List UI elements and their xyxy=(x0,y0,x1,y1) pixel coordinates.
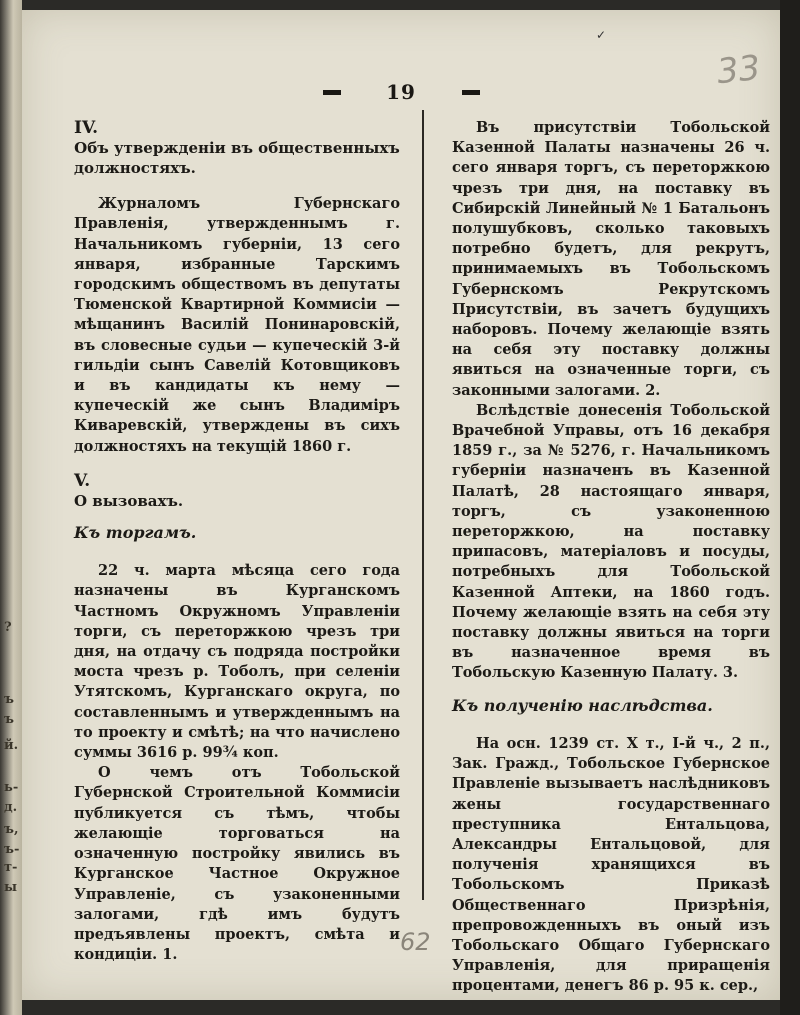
edge-fragment: ь- xyxy=(4,780,19,795)
section-title: Объ утвержденiи въ общественныхъ должностяхъ. xyxy=(74,139,400,178)
scan-right-edge xyxy=(780,0,800,1015)
notice-paragraph: 22 ч. марта мѣсяца сего года назначены въ Курганскомъ Частномъ Окружномъ Управленiи торги, съ переторжкою чрезъ три дня, на отдачу съ подряда постройки моста чрезъ р. Тоболъ, при селенiи Утятскомъ, Курганскаго округа, по составленнымъ и утвержденнымъ на то проекту и смѣтѣ; на что начислено суммы 3616 р. 99¾ коп. xyxy=(74,562,400,762)
notice-paragraph: Въ присутствiи Тобольской Казенной Палаты назначены 26 ч. сего января торгъ, съ переторжкою чрезъ три дня, на поставку въ Сибирскiй Линейный № 1 Батальонъ полушубковъ, сколько таковыхъ потребно будетъ, для рекрутъ, принимаемыхъ въ Тобольскомъ Губернскомъ Рекрутскомъ Присутствiи, въ зачетъ будущихъ наборовъ. Почему желающiе взять на себя эту поставку должны явиться на означенные торги, съ законными залогами. 2. xyxy=(452,119,770,399)
notice-paragraph: На осн. 1239 ст. X т., I-й ч., 2 п., Зак. Гражд., Тобольское Губернское Правленiе вызываетъ наслѣдниковъ жены государственнаго преступника Ентальцова, Александры Ентальцовой, для полученiя хранящихся въ Тобольскомъ Приказѣ Общественнаго Призрѣнiя, препровожденныхъ въ оный изъ Тобольскаго Общаго Губернскаго Управленiя, для приращенiя процентами, денегъ 86 р. 95 к. сер., xyxy=(452,734,770,995)
header-dash-left xyxy=(323,90,341,95)
edge-fragment: т- xyxy=(4,860,18,875)
header-dash-right xyxy=(462,90,480,95)
notice-paragraph: Вслѣдствiе донесенiя Тобольской Врачебной Управы, отъ 16 декабря 1859 г., за № 5276, г. Начальникомъ губернiи назначенъ въ Казенной Палатѣ, 28 настоящаго января, торгъ, съ узаконенною переторжкою, на поставку припасовъ, матерiаловъ и посуды, потребныхъ для Тобольской Казенной Аптеки, на 1860 годъ. Почему желающiе взять на себя эту поставку должны явиться на торги въ назначенное время въ Тобольскую Казенную Палату. 3. xyxy=(452,401,770,682)
section-body: Журналомъ Губернскаго Правленiя, утвержденнымъ г. Начальникомъ губернiи, 13 сего января, избранные Тарскимъ городскимъ обществомъ въ депутаты Тюменской Квартирной Коммисiи — мѣщанинъ Василiй Понинаровскiй, въ словесные судьи — купеческiй 3-й гильдiи сынъ Савелiй Котовщиковъ и въ кандидаты къ нему — купеческiй же сынъ Владимiръ Киваревскiй, утверждены въ сихъ должностяхъ на текущiй 1860 г. xyxy=(74,195,400,455)
subsection-heading: Къ торгамъ. xyxy=(74,523,197,543)
edge-fragment: ы xyxy=(4,880,18,895)
edge-fragment: й. xyxy=(4,738,19,753)
edge-fragment: ъ xyxy=(4,712,14,727)
edge-fragment: д. xyxy=(4,800,18,815)
edge-fragment: ? xyxy=(4,620,12,635)
column-divider xyxy=(422,110,424,900)
document-page xyxy=(22,10,780,1000)
bottom-handwritten-number: 62 xyxy=(400,928,431,956)
notice-paragraph: О чемъ отъ Тобольской Губернской Строительной Коммисiи публикуется съ тѣмъ, чтобы желающiе торговаться на означенную постройку явились въ Курганское Частное Окружное Управленiе, съ узаконенными залогами, гдѣ имъ будутъ предъявлены проектъ, смѣта и кондицiи. 1. xyxy=(74,764,400,964)
page-header xyxy=(22,80,780,110)
left-column xyxy=(74,118,400,965)
edge-fragment: ъ- xyxy=(4,842,20,857)
folio-handwritten: 33 xyxy=(714,47,762,93)
subsection-heading: Къ полученiю наслѣдства. xyxy=(452,695,713,715)
ink-mark: ✓ xyxy=(596,28,607,42)
previous-page-edge xyxy=(0,0,22,1015)
edge-fragment: ъ xyxy=(4,692,14,707)
section-number: IV. xyxy=(74,118,99,138)
right-column xyxy=(452,118,770,997)
section-number: V. xyxy=(74,470,91,491)
section-title: О вызовахъ. xyxy=(74,492,184,511)
edge-fragment: ъ, xyxy=(4,822,19,837)
page-number: 19 xyxy=(386,80,416,104)
